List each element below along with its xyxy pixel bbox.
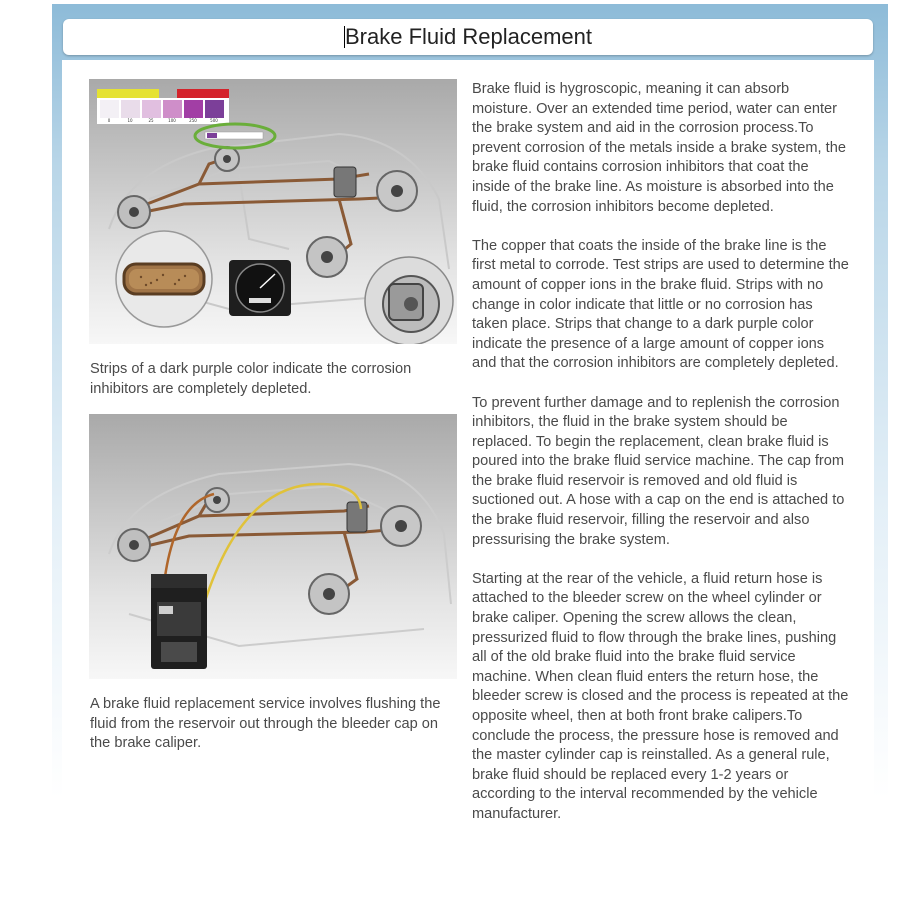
test-strip xyxy=(195,124,275,148)
rotor-front-left xyxy=(309,574,349,614)
paragraph: Starting at the rear of the vehicle, a fluid return hose is attached to the bleeder screw on the wheel cylinder or brake caliper. Opening the screw allows the clean, pressurized fluid to flow through the brake lines, pushing all of the old brake fluid into the brake fluid service machine. When clean fluid enters the return hose, the bleeder screw is closed and the process is repeated at the opposite wheel, then at both front brake calipers.To conclude the process, the pressure hose is removed and the master cylinder cap is reinstalled. As a general rule, brake fluid should be replaced every 1-2 years or according to the interval recommended by the vehicle manufacturer. xyxy=(472,570,849,822)
strip-label: 100 xyxy=(168,118,176,123)
page-title-text: Brake Fluid Replacement xyxy=(344,24,592,49)
strip-swatch xyxy=(100,100,119,118)
test-strip-chart xyxy=(97,89,229,124)
rotor-front-right xyxy=(381,506,421,546)
strip-swatch xyxy=(184,100,203,118)
strip-swatch xyxy=(205,100,224,118)
brake-fluid-service-machine xyxy=(151,574,207,669)
title-bar xyxy=(63,19,873,55)
strip-label: 500 xyxy=(210,118,218,123)
strip-label: 0 xyxy=(107,118,111,123)
rotor-rear-right xyxy=(205,488,229,512)
master-cylinder xyxy=(347,502,367,532)
figure-service-machine xyxy=(89,414,457,679)
page-title xyxy=(63,19,873,55)
paragraph: The copper that coats the inside of the brake line is the first metal to corrode. Test strips are used to determine the amount of copper ions in the brake fluid. Strips with no change in color indicate that little or no corrosion has taken place. Strips that change to a dark purple color indicate the presence of a large amount of copper ions and that the corrosion inhibitors are completely depleted. xyxy=(472,237,849,372)
master-cylinder xyxy=(334,167,356,197)
brake-line-cross-section xyxy=(116,231,212,327)
strip-label: 250 xyxy=(189,118,197,123)
brake-system-illustration-1 xyxy=(89,79,457,344)
strip-label: 25 xyxy=(148,118,154,123)
rotor-rear-right xyxy=(215,147,239,171)
article-body xyxy=(472,80,850,844)
caliper-magnified xyxy=(365,257,453,344)
rotor-front-right xyxy=(377,171,417,211)
brake-system-illustration-2 xyxy=(89,414,457,679)
odometer-gauge xyxy=(229,260,291,316)
rotor-front-left xyxy=(307,237,347,277)
paragraph: Brake fluid is hygroscopic, meaning it can absorb moisture. Over an extended time period, water can enter the brake system and aid in the corrosion process.To prevent corrosion of the metals inside a brake system, the brake fluid contains corrosion inhibitors that coat the inside of the brake line. As moisture is absorbed into the fluid, the corrosion inhibitors become depleted. xyxy=(472,81,846,215)
strip-label: 10 xyxy=(127,118,133,123)
figure-caption-1: Strips of a dark purple color indicate the corrosion inhibitors are completely depleted. xyxy=(90,361,412,397)
strip-swatch xyxy=(163,100,182,118)
rotor-rear-left xyxy=(118,196,150,228)
strip-swatch xyxy=(142,100,161,118)
figure-caption-2: A brake fluid replacement service involves flushing the fluid from the reservoir out through the bleeder cap on the brake caliper. xyxy=(90,696,441,752)
paragraph: To prevent further damage and to replenish the corrosion inhibitors, the fluid in the brake system should be replaced. To begin the replacement, clean brake fluid is poured into the brake fluid service machine. The cap from the brake fluid reservoir is removed and old fluid is suctioned out. A hose with a cap on the end is attached to the brake fluid reservoir, filling the reservoir and also pressurising the brake system. xyxy=(472,394,845,548)
strip-swatch xyxy=(121,100,140,118)
rotor-rear-left xyxy=(118,529,150,561)
figure-test-strip xyxy=(89,79,457,344)
